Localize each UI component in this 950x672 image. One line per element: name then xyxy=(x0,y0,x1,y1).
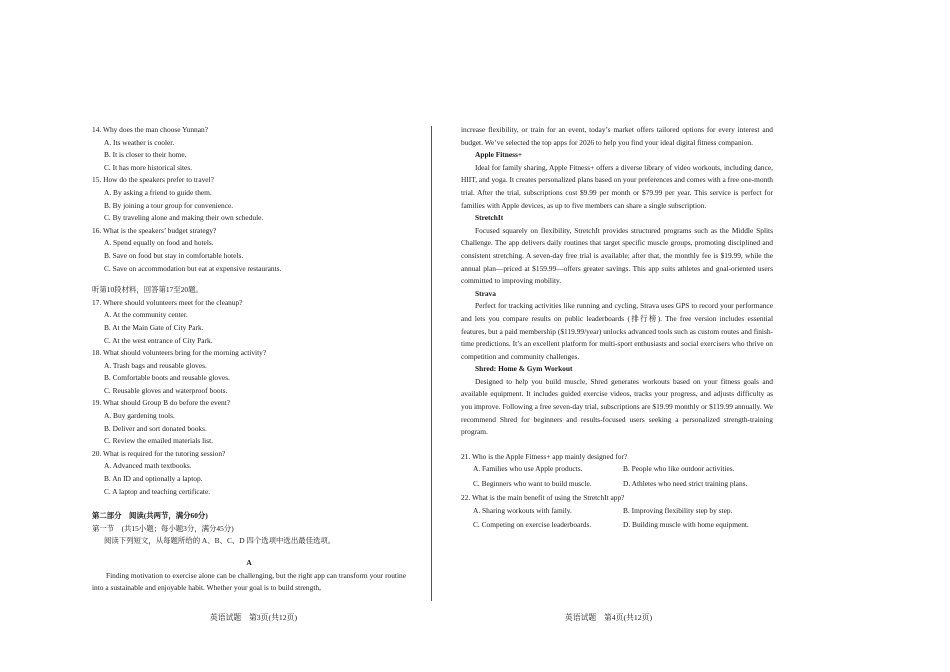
app-name: StretchIt xyxy=(475,213,504,223)
question-stem: 20. What is required for the tutoring session? xyxy=(92,448,226,458)
question-19 xyxy=(92,397,406,447)
passage-letter: A xyxy=(246,558,252,567)
option-b: B. By joining a tour group for convenience. xyxy=(104,200,234,210)
option-d: D. Building muscle with home equipment. xyxy=(623,520,749,530)
question-14 xyxy=(92,124,406,174)
option-a: A. By asking a friend to guide them. xyxy=(104,187,212,197)
option-b: B. People who like outdoor activities. xyxy=(623,464,735,474)
app-description: Designed to help you build muscle, Shred generates workouts based on your fitness goals and available equipment. It includes guided exercise videos, tracks your progress, and adjusts difficulty as you improve. Following a free seven-day trial, subscriptions are $19.99 monthly or $119.99 annually. We recommend Shred for beginners and results-focused users seeking a personalized strength-training program. xyxy=(461,376,773,437)
option-d: D. Athletes who need strict training plans. xyxy=(623,478,748,488)
question-20 xyxy=(92,448,406,498)
left-column xyxy=(92,124,406,595)
question-stem: 14. Why does the man choose Yunnan? xyxy=(92,125,208,134)
right-page xyxy=(461,0,950,672)
reading-instruction: 阅读下列短文，从每题所给的 A、B、C、D 四个选项中选出最佳选项。 xyxy=(104,536,336,546)
app-apple-fitness xyxy=(461,149,773,212)
spacer xyxy=(92,548,406,557)
page-footer-left: 英语试题 第3页(共12页) xyxy=(210,613,298,622)
page-footer-right: 英语试题 第4页(共12页) xyxy=(565,613,653,622)
question-16 xyxy=(92,225,406,275)
app-name: Apple Fitness+ xyxy=(475,150,523,160)
option-b: B. It is closer to their home. xyxy=(104,150,187,160)
right-column xyxy=(461,124,773,534)
option-b: B. Deliver and sort donated books. xyxy=(104,423,207,433)
option-b: B. Save on food but stay in comfortable hotels. xyxy=(104,250,244,260)
passage-intro: Finding motivation to exercise alone can be challenging, but the right app can transform your routine into a sustainable and enjoyable habit. Whether your goal is to build strength, xyxy=(92,570,406,593)
question-stem: 19. What should Group B do before the event? xyxy=(92,398,231,408)
option-a: A. Its weather is cooler. xyxy=(104,137,175,147)
option-c: C. A laptop and teaching certificate. xyxy=(104,486,211,496)
app-strava xyxy=(461,288,773,364)
question-18 xyxy=(92,347,406,397)
option-b: B. At the Main Gate of City Park. xyxy=(104,322,204,332)
question-stem: 16. What is the speakers’ budget strategy? xyxy=(92,225,217,235)
option-a: A. At the community center. xyxy=(104,310,188,320)
column-divider xyxy=(431,126,432,601)
app-stretchit xyxy=(461,212,773,288)
question-22 xyxy=(461,492,773,533)
spacer xyxy=(461,439,773,451)
question-stem: 15. How do the speakers prefer to travel? xyxy=(92,175,214,185)
question-15 xyxy=(92,174,406,224)
question-stem: 18. What should volunteers bring for the morning activity? xyxy=(92,348,267,358)
app-name: Shred: Home & Gym Workout xyxy=(475,364,573,374)
question-stem: 22. What is the main benefit of using the StretchIt app? xyxy=(461,493,625,503)
option-b: B. Comfortable boots and reusable gloves. xyxy=(104,373,230,383)
passage-continuation: increase flexibility, or train for an event, today’s market offers tailored options for every interest and budget. We’ve selected the top apps for 2026 to help you find your ideal digital fitness companion. xyxy=(461,125,773,147)
option-a: A. Spend equally on food and hotels. xyxy=(104,238,214,248)
option-c: C. Save on accommodation but eat at expensive restaurants. xyxy=(104,263,282,273)
spacer xyxy=(92,498,406,510)
options-row xyxy=(461,478,773,492)
listening-section-instruction: 听第10段材料，回答第17至20题。 xyxy=(92,285,203,295)
option-c: C. Beginners who want to build muscle. xyxy=(473,478,592,488)
option-c: C. At the west entrance of City Park. xyxy=(104,335,213,345)
part-two-title: 第二部分 阅读(共两节，满分60分) xyxy=(92,511,208,521)
option-c: C. By traveling alone and making their own schedule. xyxy=(104,213,264,223)
option-c: C. Competing on exercise leaderboards. xyxy=(473,520,592,530)
question-21 xyxy=(461,451,773,492)
option-a: A. Advanced math textbooks. xyxy=(104,461,192,471)
app-description: Perfect for tracking activities like running and cycling, Strava uses GPS to record your performance and lets you compare results on public leaderboards (排行榜). The free version includes essential features, but a paid membership ($119.99/year) unlocks advanced tools such as custom routes and finish-time predictions. It’s an excellent platform for multi-sport enthusiasts and social exercisers who thrive on competition and community challenges. xyxy=(461,301,773,361)
options-row xyxy=(461,505,773,519)
app-description: Ideal for family sharing, Apple Fitness+ offers a diverse library of video workouts, including dance, HIIT, and yoga. It creates personalized plans based on your preferences and comes with a free one-month trial. After the trial, subscriptions cost $9.99 per month or $79.99 per year. This service is perfect for families with Apple devices, as up to five members can share a single subscription. xyxy=(461,162,773,210)
options-row xyxy=(461,463,773,477)
option-b: B. Improving flexibility step by step. xyxy=(623,505,733,515)
option-a: A. Sharing workouts with family. xyxy=(473,505,572,515)
option-a: A. Trash bags and reusable gloves. xyxy=(104,360,207,370)
options-row xyxy=(461,519,773,533)
app-name: Strava xyxy=(475,288,496,298)
app-shred xyxy=(461,363,773,439)
option-c: C. Review the emailed materials list. xyxy=(104,436,213,446)
option-b: B. An ID and optionally a laptop. xyxy=(104,474,203,484)
option-a: A. Families who use Apple products. xyxy=(473,464,583,474)
option-c: C. Reusable gloves and waterproof boots. xyxy=(104,385,228,395)
question-stem: 17. Where should volunteers meet for the cleanup? xyxy=(92,297,243,307)
option-a: A. Buy gardening tools. xyxy=(104,411,175,421)
option-c: C. It has more historical sites. xyxy=(104,162,193,172)
spacer xyxy=(92,275,406,284)
app-description: Focused squarely on flexibility, StretchIt provides structured programs such as the Middle Splits Challenge. The app delivers daily routines that target specific muscle groups, promoting disciplined and consistent stretching. A seven-day free trial is available; after that, the monthly fee is $19.99, while the annual plan—priced at $159.99—offers greater savings. This app suits athletes and goal-oriented users committed to improving mobility. xyxy=(461,225,773,286)
section-one-line: 第一节 (共15小题；每小题3分，满分45分) xyxy=(92,523,234,533)
question-17 xyxy=(92,297,406,347)
question-stem: 21. Who is the Apple Fitness+ app mainly designed for? xyxy=(461,451,628,461)
